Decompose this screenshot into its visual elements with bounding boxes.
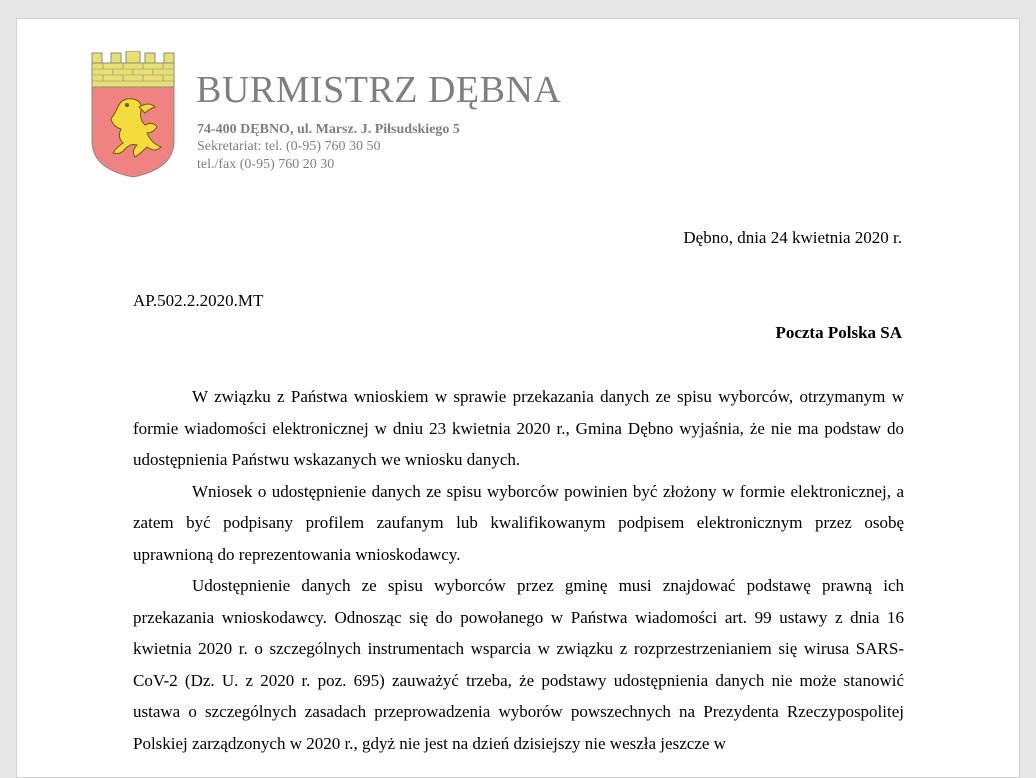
- body-paragraph-2[interactable]: Wniosek o udostępnienie danych ze spisu wyborców powinien być złożony w formie elektronicznej, a zatem być podpisany profilem zaufanym lub kwalifikowanym podpisem elektronicznym przez osobę uprawnioną do reprezentowania wnioskodawcy.: [133, 481, 904, 564]
- coat-of-arms-icon: [91, 51, 175, 179]
- body-paragraph-1[interactable]: W związku z Państwa wnioskiem w sprawie przekazania danych ze spisu wyborców, otrzymanym w formie wiadomości elektronicznej w dniu 23 kwietnia 2020 r., Gmina Dębno wyjaśnia, że nie ma podstaw do udostępnienia Państwu wskazanych we wniosku danych.: [133, 387, 904, 469]
- header-title: BURMISTRZ DĘBNA: [196, 69, 562, 111]
- letter-date: Dębno, dnia 24 kwietnia 2020 r.: [683, 228, 902, 247]
- letter-body[interactable]: [133, 381, 904, 759]
- header-fax: tel./fax (0-95) 760 20 30: [197, 157, 335, 172]
- header-secretariat-phone: Sekretariat: tel. (0-95) 760 30 50: [197, 139, 381, 154]
- body-paragraph-3[interactable]: Udostępnienie danych ze spisu wyborców przez gminę musi znajdować podstawę prawną ich przekazania wnioskodawcy. Odnosząc się do powołanego w Państwa wiadomości art. 99 ustawy z dnia 16 kwietnia 2020 r. o szczególnych instrumentach wsparcia w związku z rozprzestrzenianiem się wirusa SARS-CoV-2 (Dz. U. z 2020 r. poz. 695) zauważyć trzeba, że podstawy udostępnienia danych nie może stanowić ustawa o szczególnych zasadach przeprowadzenia wyborów powszechnych na Prezydenta Rzeczypospolitej Polskiej zarządzonych w 2020 r., gdyż nie jest na dzień dzisiejszy nie weszła jeszcze w: [133, 576, 904, 753]
- letter-reference: AP.502.2.2020.MT: [133, 291, 264, 310]
- header-address: 74-400 DĘBNO, ul. Marsz. J. Piłsudskiego 5: [197, 122, 460, 137]
- letter-recipient: Poczta Polska SA: [775, 323, 902, 342]
- document-page: [16, 18, 1020, 778]
